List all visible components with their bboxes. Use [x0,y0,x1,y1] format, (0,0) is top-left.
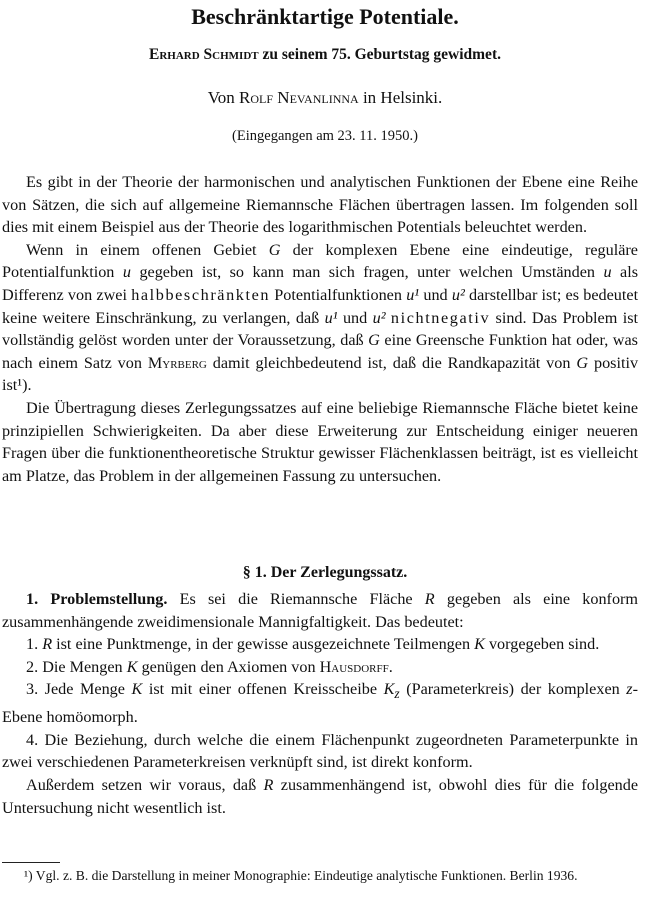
intro-paragraph-3: Die Übertragung dieses Zerlegungssatzes auf eine beliebige Riemannsche Fläche bietet keine prinzipiellen Schwierigkeiten. Da aber diese Erweiterung zur Entscheidung einiger neueren Fragen über die funktionentheoretische Struktur gewisser Flächenklassen beiträgt, ist es vielleicht am Platze, das Problem in der allgemeinen Fassung zu untersuchen. [2,398,638,485]
condition-3: 3. Jede Menge K ist mit einer offenen Kreisscheibe $K_z$ (Parameterkreis) der komplexen z-Ebene homöomorph. [2,680,638,727]
author-line [0,86,650,110]
footnote-text: ¹) Vgl. z. B. die Darstellung in meiner Monographie: Eindeutige analytische Funktionen. Berlin 1936. [24,868,578,883]
problem-statement: 1. Problemstellung. Es sei die Riemannsche Fläche R gegeben als eine konform zusammenhängende zweidimensionale Mannigfaltigkeit. Das bedeutet: [2,590,639,631]
footnote-divider [2,862,60,863]
paper-title: Beschränktartige Potentiale. [191,4,459,29]
closing-remark: Außerdem setzen wir voraus, daß R zusammenhängend ist, obwohl dies für die folgende Untersuchung nicht wesentlich ist. [2,775,639,817]
section-body [2,588,638,819]
intro-paragraph-2: Wenn in einem offenen Gebiet G der komplexen Ebene eine eindeutige, reguläre Potentialfunktion u gegeben ist, so kann man sich fragen, unter welchen Umständen u als Differenz von zwei halbbeschränkten Potentialfunktionen u¹ und u² darstellbar ist; es bedeutet keine weitere Einschränkung, zu verlangen, daß u¹ und u² nichtnegativ sind. Das Problem ist vollständig gelöst worden unter der Voraussetzung, daß G eine Greensche Funktion hat oder, was nach einem Satz von Myrberg damit gleichbedeutend ist, daß die Randkapazität von G positiv ist¹). [2,240,639,395]
condition-4: 4. Die Beziehung, durch welche die einem Flächenpunkt zugeordneten Parameterpunkte in zwei verschiedenen Parameterkreisen verknüpft sind, ist direkt konform. [2,730,638,772]
author-name: Rolf Nevanlinna [239,88,359,107]
dedication-text: zu seinem 75. Geburtstag gewidmet. [262,46,501,63]
author-affiliation: in Helsinki. [362,88,443,107]
condition-2: 2. Die Mengen K genügen den Axiomen von Hausdorff. [26,657,393,676]
section-heading: § 1. Der Zerlegungssatz. [242,564,408,581]
dedication-name: Erhard Schmidt [149,46,259,63]
received-date: (Eingegangen am 23. 11. 1950.) [232,128,418,144]
author-prefix: Von [207,88,235,107]
condition-1: 1. R ist eine Punktmenge, in der gewisse ausgezeichnete Teilmengen K vorgegeben sind. [26,635,600,654]
intro-section [2,171,638,487]
dedication [0,44,650,66]
intro-paragraph-1: Es gibt in der Theorie der harmonischen und analytischen Funktionen der Ebene eine Reihe von Sätzen, die sich auf allgemeine Riemannsche Flächen übertragen lassen. Im folgenden soll dies mit einem Beispiel aus der Theorie des logarithmischen Potentials beleuchtet werden. [2,173,638,237]
footnote [2,866,638,885]
